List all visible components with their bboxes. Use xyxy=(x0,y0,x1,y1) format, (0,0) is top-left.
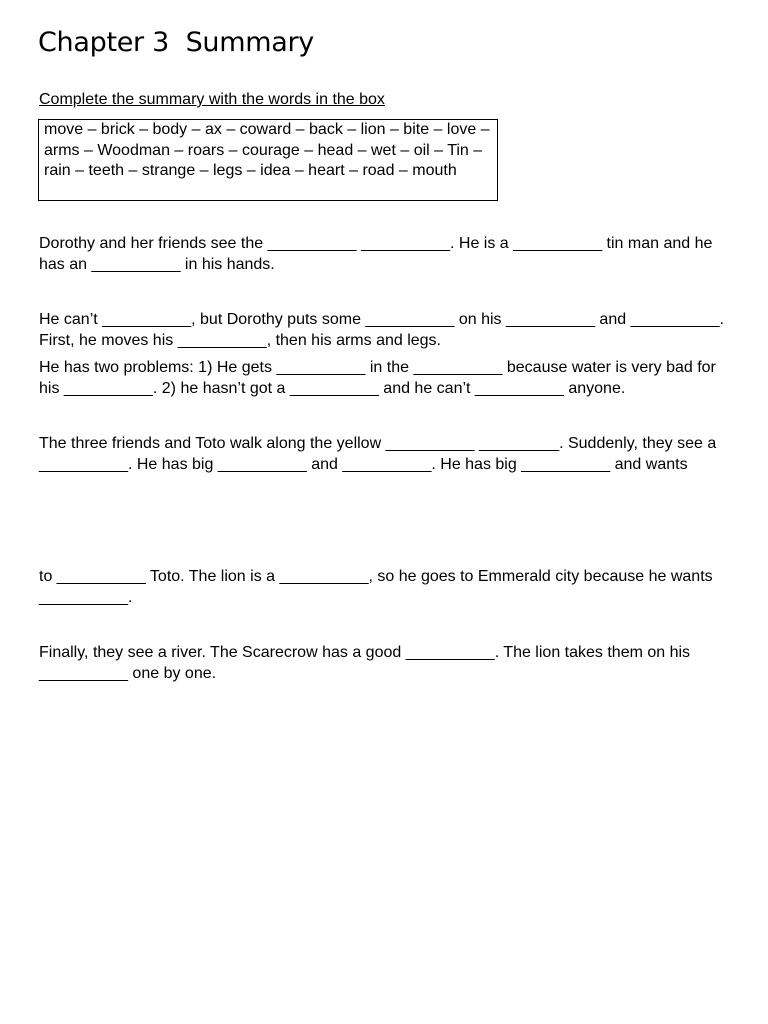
summary-paragraph-6: Finally, they see a river. The Scarecrow has a good __________. The lion takes them on his __________ one by one. xyxy=(39,644,691,682)
summary-paragraph-5: to __________ Toto. The lion is a __________, so he goes to Emmerald city because he wants __________. xyxy=(39,568,713,606)
summary-paragraph-3: He has two problems: 1) He gets __________ in the __________ because water is very bad for his __________. 2) he hasn’t got a __________ and he can’t __________ anyone. xyxy=(39,359,716,397)
page-title: Chapter 3 Summary xyxy=(38,27,314,58)
word-box: move – brick – body – ax – coward – back – lion – bite – love – arms – Woodman – roars – courage – head – wet – oil – Tin – rain – teeth – strange – legs – idea – heart – road – mouth xyxy=(38,119,498,201)
instruction-text: Complete the summary with the words in the box xyxy=(39,91,385,108)
summary-paragraph-4: The three friends and Toto walk along the yellow __________ _________. Suddenly, they see a __________. He has big __________ and __________. He has big __________ and wants xyxy=(39,435,717,473)
summary-paragraph-2: He can’t __________, but Dorothy puts some __________ on his __________ and __________. First, he moves his __________, then his arms and legs. xyxy=(39,311,724,349)
summary-paragraph-1: Dorothy and her friends see the __________ __________. He is a __________ tin man and he has an __________ in his hands. xyxy=(39,235,713,273)
